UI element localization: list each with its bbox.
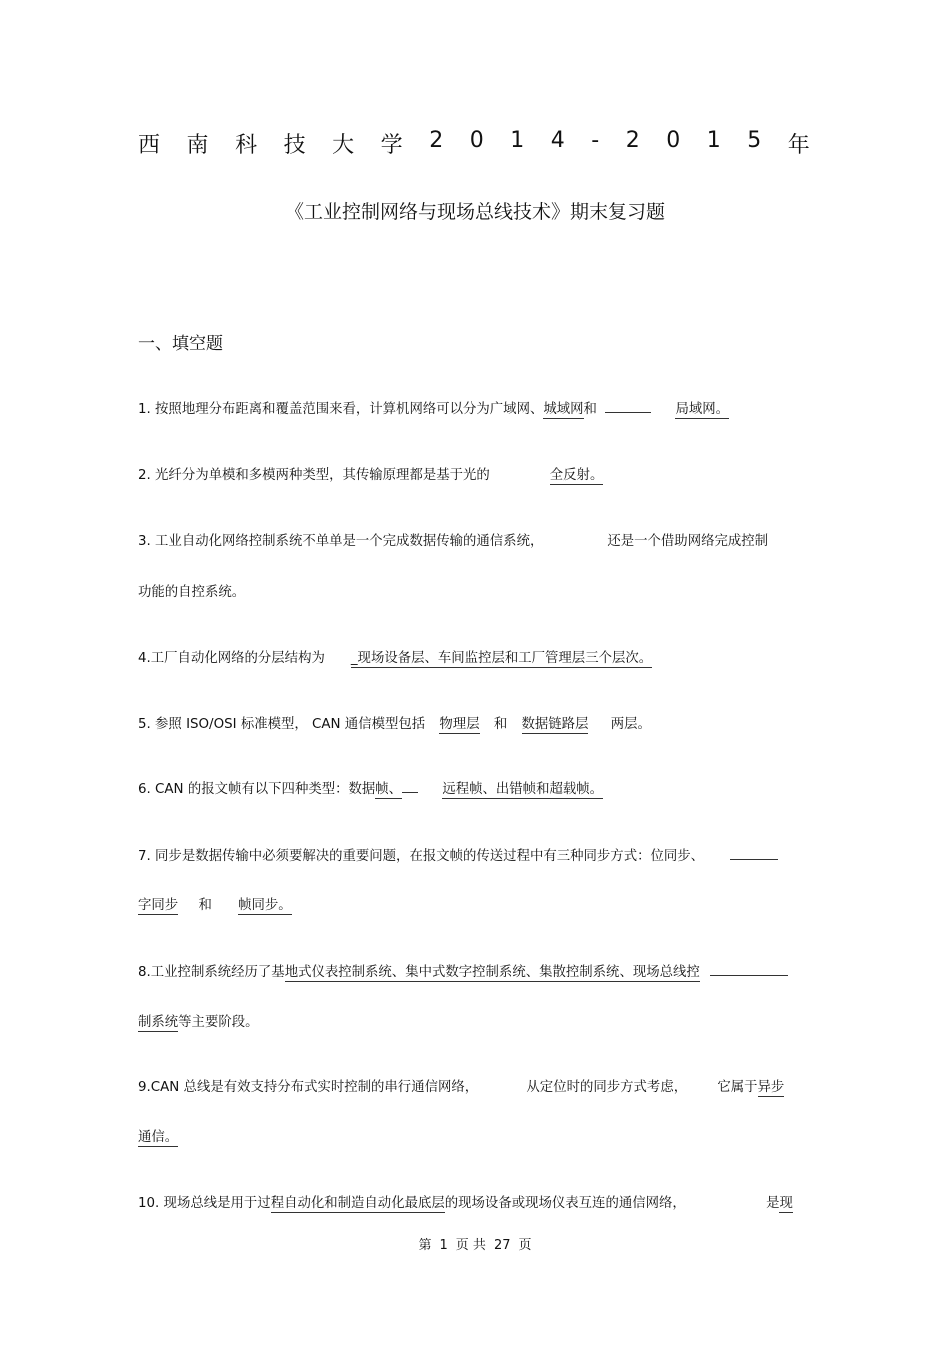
total-pages: 27 [493, 1238, 511, 1253]
answer-10a: 程自动化和制造自动化最底层 [270, 1196, 445, 1211]
answer-8b: 制系统 [138, 1015, 179, 1030]
title-char: 科 [235, 133, 258, 158]
question-10: 10. 现场总线是用于过程自动化和制造自动化最底层的现场设备或现场仪表互连的通信网络， 是现 [138, 1196, 793, 1211]
page-number: 1 [439, 1238, 448, 1253]
title-char: 大 [332, 133, 355, 158]
title-char: 0 [666, 128, 681, 153]
answer-1b: 局域网。 [675, 402, 730, 417]
blank [605, 400, 651, 413]
title-char: 1 [510, 128, 525, 153]
document-subtitle: 《工业控制网络与现场总线技术》期末复习题 [284, 201, 665, 223]
answer-7a: 字同步 [138, 898, 179, 913]
title-char: 2 [625, 128, 640, 153]
question-7: 7. 同步是数据传输中必须要解决的重要问题，在报文帧的传送过程中有三种同步方式：位同步、 [138, 845, 778, 864]
answer-6b: 远程帧、出错帧和超载帧。 [442, 782, 604, 797]
page-footer: 第 1 页 共 27 页 [418, 1238, 532, 1253]
title-char: - [591, 128, 600, 153]
title-char: 2 [429, 128, 444, 153]
title-char: 南 [186, 133, 209, 158]
title-char: 0 [469, 128, 484, 153]
document-title [138, 128, 810, 159]
question-9: 9.CAN 总线是有效支持分布式实时控制的串行通信网络， 从定位时的同步方式考虑， 它属于异步 [138, 1080, 785, 1095]
question-5: 5. 参照 ISO/OSI 标准模型， CAN 通信模型包括 物理层 和 数据链路层 两层。 [138, 717, 651, 732]
title-char: 年 [787, 133, 810, 158]
answer-10b: 现 [779, 1196, 793, 1211]
answer-9a: 异步 [757, 1080, 785, 1095]
section-heading: 一、填空题 [138, 334, 223, 354]
answer-8a: 地式仪表控制系统、集中式数字控制系统、集散控制系统、现场总线控 [284, 965, 700, 980]
question-1: 1. 按照地理分布距离和覆盖范围来看，计算机网络可以分为广域网、城域网和 局域网。 [138, 402, 730, 417]
question-7-cont: 字同步 和 帧同步。 [138, 898, 292, 913]
title-char: 学 [380, 133, 403, 158]
blank [710, 963, 788, 976]
question-8-cont: 制系统等主要阶段。 [138, 1015, 259, 1030]
title-char: 4 [550, 128, 565, 153]
question-4: 4.工厂自动化网络的分层结构为 _现场设备层、车间监控层和工厂管理层三个层次。 [138, 651, 653, 666]
answer-4: _现场设备层、车间监控层和工厂管理层三个层次。 [350, 651, 653, 666]
answer-9b: 通信。 [138, 1130, 179, 1145]
question-8: 8.工业控制系统经历了基地式仪表控制系统、集中式数字控制系统、集散控制系统、现场总线控 [138, 961, 788, 980]
title-char: 1 [706, 128, 721, 153]
title-char: 西 [138, 133, 161, 158]
answer-7b: 帧同步。 [238, 898, 292, 913]
question-3-cont: 功能的自控系统。 [138, 585, 246, 600]
title-char: 技 [283, 133, 306, 158]
blank [730, 847, 778, 860]
question-3: 3. 工业自动化网络控制系统不单单是一个完成数据传输的通信系统， 还是一个借助网络完成控制 [138, 534, 769, 549]
answer-5a: 物理层 [439, 717, 480, 732]
question-2: 2. 光纤分为单模和多模两种类型，其传输原理都是基于光的 全反射。 [138, 468, 604, 483]
answer-1a: 城域网 [543, 402, 584, 417]
answer-2: 全反射。 [549, 468, 604, 483]
answer-5b: 数据链路层 [521, 717, 589, 732]
question-9-cont [138, 1126, 178, 1145]
answer-6a: 帧、 [375, 782, 403, 797]
title-char: 5 [747, 128, 762, 153]
question-6: 6. CAN 的报文帧有以下四种类型：数据帧、 远程帧、出错帧和超载帧。 [138, 782, 604, 797]
